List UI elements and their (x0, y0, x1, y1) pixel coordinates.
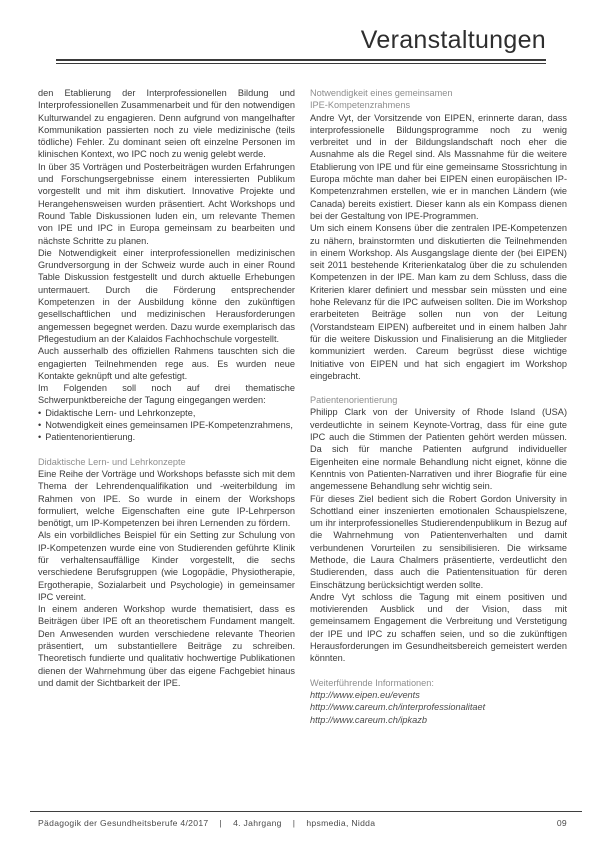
paragraph: Im Folgenden soll noch auf drei thematische Schwerpunktbereiche der Tagung eingegangen werden: (38, 383, 295, 406)
link-careum-interprofessionalitaet[interactable]: http://www.careum.ch/interprofessionalitaet (310, 702, 486, 713)
paragraph: Auch ausserhalb des offiziellen Rahmens tauschten sich die engagierten Teilnehmenden rege aus. Es wurden neue Kontakte geknüpft und alte gefestigt. (38, 346, 295, 381)
list-item-label: Patientenorientierung. (45, 432, 136, 443)
list-item (38, 419, 295, 431)
page-title: Veranstaltungen (360, 26, 546, 54)
footer-rule (30, 811, 582, 812)
list-item-label: Didaktische Lern- und Lehrkonzepte, (45, 407, 196, 418)
paragraph: Andre Vyt, der Vorsitzende von EIPEN, erinnerte daran, dass interprofessionelle Bildungsprogramme noch zu wenig verbreitet und in der Bildungslandschaft noch eher die Ausnahme als die Regel sind. Als Massnahme für die weitere Etablierung von IPE und für eine gemeinsame Stossrichtung in Europa möchte man daher bei EIPEN einen europäischen IP-Kompetenzrahmen erstellen, wie er in manchen Ländern (wie Canada) bereits existiert. Dieser kann als ein Kompass dienen bei der Gestaltung von IPE-Programmen. (310, 112, 567, 221)
bullet-icon: • (38, 407, 42, 418)
section-heading-didaktik: Didaktische Lern- und Lehrkonzepte (38, 456, 186, 467)
page-footer (38, 818, 567, 828)
title-rule (56, 59, 546, 64)
page-header (56, 0, 546, 64)
paragraph: In einem anderen Workshop wurde thematisiert, dass es Beiträgen über IPE oft an theoretischem Fundament mangelt. Den Anwesenden wurden verschiedene relevante Theorien präsentiert, um substantiellere Beiträge zu schreiben. Theoretisch fundierte und qualitativ hochwertige Publikationen dienen der Wahrnehmung über das eigene Fachgebiet hinaus und damit der Sichtbarkeit der IPE. (38, 604, 295, 688)
paragraph: Andre Vyt schloss die Tagung mit einem positiven und motivierenden Ausblick und der Vision, dass mit gemeinsamem Engagement die Verbreitung und Verstetigung der IPE und IPC zu schaffen seien, und so die zukünftigen Herausforderungen im Gesundheitsbereich gemeistert werden könnten. (310, 591, 567, 664)
bullet-icon: • (38, 432, 42, 443)
bullet-icon: • (38, 420, 42, 431)
paragraph: Für dieses Ziel bedient sich die Robert Gordon University in Schottland einer inszenierten emotionalen Schauspielszene, um ihr interprofessionelles Studierendenpublikum in Bezug auf die Wahrnehmung von Patientenverhalten und damit verbundenen Vorurteilen zu sensibilisieren. Die wirksame Methode, die Laura Chalmers präsentierte, verdeutlicht den Studierenden, dass auch die Patientensituation für deren Einschätzung berücksichtigt werden sollte. (310, 493, 567, 590)
footer-publisher: hpsmedia, Nidda (306, 818, 376, 828)
paragraph: Die Notwendigkeit einer interprofessionellen medizinischen Grundversorgung in der Schweiz wurde auch in einer Round Table Diskussion festgestellt und durch aktuelle Erhebungen untermauert. Durch die Förderung entsprechender Kompetenzen in der Ausbildung könne den zukünftigen gesellschaftlichen und medizinischen Herausforderungen angemessen begegnet werden. Dazu wurde exemplarisch das Pflegestudium an der Kalaidos Fachhochschule vorgestellt. (38, 247, 295, 344)
article-body (38, 87, 567, 726)
section-heading-weiterfuehrende-informationen: Weiterführende Informationen: (310, 677, 434, 688)
section-heading-kompetenzrahmen (310, 87, 567, 112)
footer-separator: | (219, 818, 223, 828)
bullet-list (38, 407, 295, 444)
paragraph: Eine Reihe der Vorträge und Workshops befasste sich mit dem Thema der Lehrendenqualifikation und -weiterbildung im Rahmen von IPE. So wurde in einem der Workshops formuliert, welche Eigenschaften eine gute IP-Lehrperson benötigt, um IP-Kompetenzen bei ihren Lernenden zu fördern. (38, 468, 295, 529)
paragraph: Als ein vorbildliches Beispiel für ein Setting zur Schulung von IP-Kompetenzen wurde eine von Studierenden geführte Klinik für verhaltensauffällige Kinder vorgestellt, die sechs verschiedene Berufsgruppen (wie Logopädie, Physiotherapie, Ergotherapie, Sozialarbeit und Psychologie) in gemeinsamer IPC vereint. (38, 530, 295, 602)
heading-line: IPE-Kompetenzrahmens (310, 100, 411, 111)
paragraph: Um sich einem Konsens über die zentralen IPE-Kompetenzen zu nähern, brainstormten und diskutierten die Teilnehmenden in einem Workshop. Als Ausgangslage diente der (bei EIPEN) seit 2011 bestehende Kriterienkatalog über die zu schulenden Kompetenzen in der IPE. Man kam zu dem Schluss, dass die Kriterien klarer definiert und messbar sein müssten und eine hohe Relevanz für die IPC aufweisen sollten. Die im Workshop erarbeiteten Beiträge sollen nun von der Leitung (Vorstandsteam EIPEN) aufbereitet und in einem halben Jahr für die weitere Diskussion und Finalisierung an die Mitglieder kommuniziert werden. Careum begrüsst diese wichtige Initiative von EIPEN und hat sich engagiert im Workshop eingebracht. (310, 223, 567, 381)
footer-volume: 4. Jahrgang (233, 818, 282, 828)
section-heading-patientenorientierung: Patientenorientierung (310, 395, 398, 406)
page-number: 09 (556, 818, 567, 828)
list-item-label: Notwendigkeit eines gemeinsamen IPE-Kompetenzrahmens, (45, 420, 293, 431)
links-list (310, 689, 567, 726)
link-careum-ipkazb[interactable]: http://www.careum.ch/ipkazb (310, 714, 427, 725)
list-item (38, 407, 295, 419)
heading-line: Notwendigkeit eines gemeinsamen (310, 88, 453, 98)
list-item (38, 431, 295, 443)
footer-separator: | (292, 818, 296, 828)
right-column (310, 87, 567, 726)
paragraph: In über 35 Vorträgen und Posterbeiträgen wurden Erfahrungen und Forschungsergebnisse einem interessierten Publikum vorgestellt und mit ihm diskutiert. Innovative Projekte und Herangehensweisen wurden präsentiert. Acht Workshops und Round Table Diskussionen luden ein, um relevante Themen von IPE und IPC in Europa gemeinsam zu bearbeiten und nächste Schritte zu planen. (38, 161, 295, 246)
left-column (38, 87, 295, 726)
paragraph: den Etablierung der Interprofessionellen Bildung und Interprofessionellen Zusammenarbeit und für den notwendigen Kulturwandel zu engagieren. Denn aufgrund von mangelhafter Kommunikation passierten noch zu viele medizinische (teils tödliche) Fehler. Zu dominant seien oft einzelne Personen im klinischen Kontext, wo IPC noch zu wenig gelebt werde. (38, 88, 295, 160)
paragraph: Philipp Clark von der University of Rhode Island (USA) verdeutlichte in seinem Keynote-Vortrag, dass für eine gute IPC auch die Stimmen der Patienten gehört werden müssen. Da sich für manche Patienten aufgrund individueller Eigenheiten eine normale Behandlung nicht eignet, könne die Kenntnis von Patienten-Narrativen und ihrer Biografie für eine angemessene Behandlung sehr wichtig sein. (310, 407, 567, 492)
link-eipen-events[interactable]: http://www.eipen.eu/events (310, 689, 420, 700)
footer-journal-title: Pädagogik der Gesundheitsberufe 4/2017 (38, 818, 209, 828)
